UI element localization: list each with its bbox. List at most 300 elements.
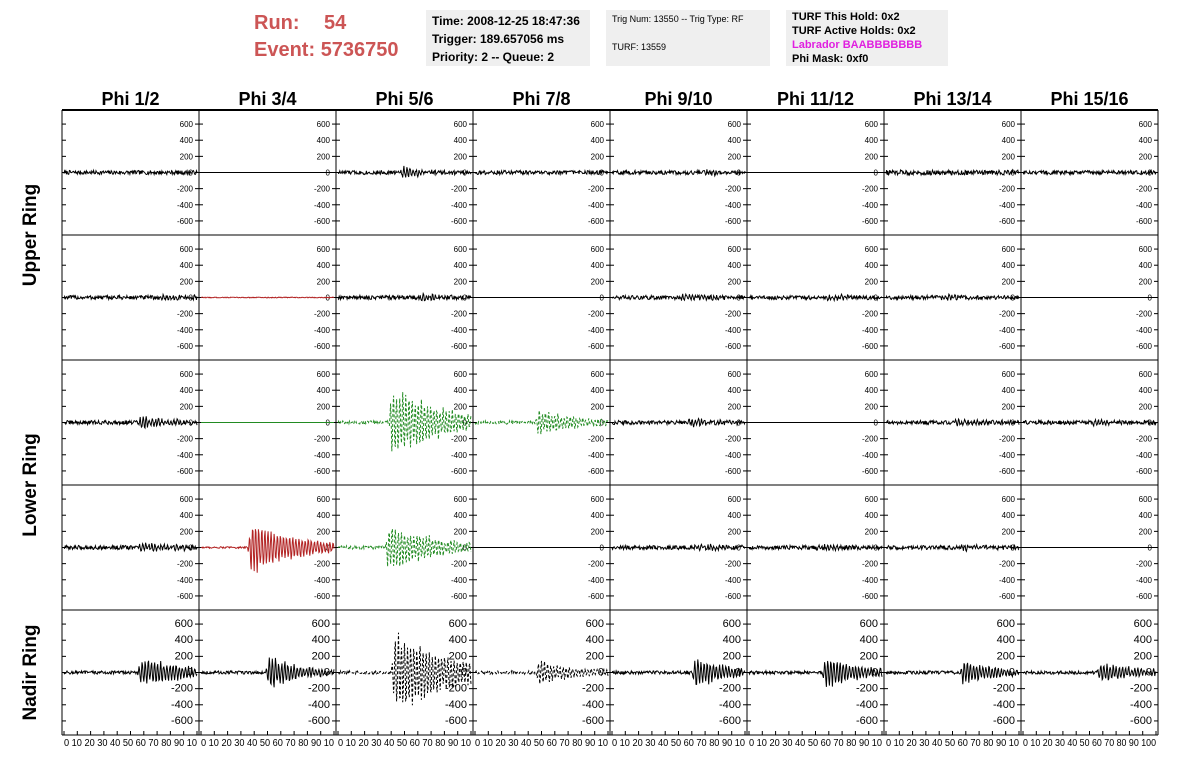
y-tick-label: 400: [1133, 634, 1152, 647]
waveform-trace: [886, 663, 1019, 684]
y-tick-label: 0: [873, 543, 878, 553]
y-tick-label: -600: [724, 216, 741, 226]
waveform-trace: [64, 416, 197, 428]
y-tick-label: -400: [998, 450, 1015, 460]
y-tick-label: 600: [448, 618, 467, 631]
y-tick-label: 0: [1147, 543, 1152, 553]
y-tick-label: -200: [313, 434, 330, 444]
y-tick-label: -600: [313, 591, 330, 601]
y-tick-label: -600: [444, 714, 467, 727]
y-tick-label: 0: [460, 666, 467, 679]
y-tick-label: 400: [727, 386, 741, 396]
y-tick-label: 600: [1001, 120, 1015, 130]
y-tick-label: -400: [176, 450, 193, 460]
y-tick-label: -600: [855, 714, 878, 727]
y-tick-label: -600: [176, 341, 193, 351]
column-header: Phi 9/10: [644, 89, 713, 109]
y-tick-label: 0: [186, 666, 193, 679]
y-tick-label: 200: [179, 402, 193, 412]
y-tick-label: 400: [859, 634, 878, 647]
y-tick-label: -400: [1129, 698, 1152, 711]
y-tick-label: -200: [313, 309, 330, 319]
y-tick-label: 600: [864, 370, 878, 380]
waveform-trace: [1023, 171, 1156, 175]
y-tick-label: -200: [724, 559, 741, 569]
x-axis-labels: 0 10 20 30 40 50 60 70 80 90 100: [1023, 738, 1157, 749]
y-tick-label: 400: [316, 511, 330, 521]
y-tick-label: 0: [1010, 168, 1015, 178]
y-tick-label: 600: [311, 618, 330, 631]
waveform-trace: [1023, 664, 1156, 681]
y-tick-label: -400: [998, 200, 1015, 210]
waveform-trace: [64, 171, 197, 175]
waveform-trace: [612, 294, 745, 301]
y-tick-label: -400: [861, 200, 878, 210]
y-tick-label: -200: [992, 682, 1015, 695]
y-tick-label: 600: [453, 370, 467, 380]
y-tick-label: 400: [453, 511, 467, 521]
y-tick-label: -200: [170, 682, 193, 695]
y-tick-label: -200: [587, 184, 604, 194]
y-tick-label: 600: [179, 120, 193, 130]
y-tick-label: 600: [1001, 370, 1015, 380]
trigger-text: Trigger: 189.657056 ms: [432, 32, 565, 46]
y-tick-label: -600: [861, 216, 878, 226]
y-tick-label: -400: [176, 575, 193, 585]
y-tick-label: -400: [724, 575, 741, 585]
y-tick-label: -600: [587, 591, 604, 601]
y-tick-label: 200: [727, 402, 741, 412]
y-tick-label: -400: [587, 450, 604, 460]
y-tick-label: 600: [316, 370, 330, 380]
y-tick-label: -200: [587, 309, 604, 319]
event-value: 5736750: [320, 39, 399, 61]
y-tick-label: 0: [188, 168, 193, 178]
y-tick-label: -400: [718, 698, 741, 711]
y-tick-label: 400: [590, 261, 604, 271]
y-tick-label: -200: [1129, 682, 1152, 695]
column-header: Phi 5/6: [375, 89, 434, 109]
y-tick-label: 0: [1008, 666, 1015, 679]
y-tick-label: -600: [1135, 591, 1152, 601]
waveform-trace: [475, 410, 608, 434]
y-tick-label: 200: [1001, 402, 1015, 412]
y-tick-label: 400: [174, 634, 193, 647]
y-tick-label: -200: [587, 434, 604, 444]
column-header: Phi 3/4: [238, 89, 297, 109]
y-tick-label: 200: [864, 152, 878, 162]
turf-hold-text: TURF This Hold: 0x2: [792, 11, 900, 23]
y-tick-label: 0: [736, 543, 741, 553]
y-tick-label: 600: [316, 245, 330, 255]
y-tick-label: -200: [450, 184, 467, 194]
waveform-trace: [749, 294, 882, 301]
waveform-trace: [886, 170, 1019, 175]
waveform-trace: [64, 295, 197, 301]
y-tick-label: 600: [174, 618, 193, 631]
y-tick-label: 200: [1133, 650, 1152, 663]
y-tick-label: 600: [585, 618, 604, 631]
y-tick-label: 400: [1138, 136, 1152, 146]
y-tick-label: -600: [176, 591, 193, 601]
y-tick-label: -200: [861, 309, 878, 319]
y-tick-label: 200: [179, 152, 193, 162]
y-tick-label: -400: [450, 200, 467, 210]
y-tick-label: 200: [1001, 277, 1015, 287]
y-tick-label: -400: [450, 325, 467, 335]
y-tick-label: -200: [450, 309, 467, 319]
y-tick-label: -200: [998, 184, 1015, 194]
y-tick-label: 200: [727, 527, 741, 537]
y-tick-label: -400: [313, 325, 330, 335]
y-tick-label: 600: [727, 495, 741, 505]
y-tick-label: -200: [861, 184, 878, 194]
y-tick-label: -400: [450, 450, 467, 460]
y-tick-label: 400: [453, 386, 467, 396]
y-tick-label: 400: [316, 136, 330, 146]
y-tick-label: 200: [311, 650, 330, 663]
y-tick-label: 200: [1001, 527, 1015, 537]
y-tick-label: -400: [1135, 575, 1152, 585]
y-tick-label: 600: [1138, 245, 1152, 255]
y-tick-label: 200: [590, 402, 604, 412]
y-tick-label: 200: [448, 650, 467, 663]
y-tick-label: -200: [861, 559, 878, 569]
y-tick-label: 600: [864, 245, 878, 255]
y-tick-label: 600: [1133, 618, 1152, 631]
turf-active-text: TURF Active Holds: 0x2: [792, 25, 916, 37]
y-tick-label: -200: [1135, 309, 1152, 319]
y-tick-label: 0: [462, 543, 467, 553]
waveform-trace: [64, 543, 197, 552]
y-tick-label: -400: [313, 200, 330, 210]
y-tick-label: 600: [179, 495, 193, 505]
y-tick-label: -200: [998, 309, 1015, 319]
y-tick-label: -600: [1135, 216, 1152, 226]
y-tick-label: 0: [873, 293, 878, 303]
y-tick-label: 600: [1001, 245, 1015, 255]
waveform-trace: [612, 659, 745, 684]
y-tick-label: 600: [316, 495, 330, 505]
y-tick-label: -200: [444, 682, 467, 695]
y-tick-label: -200: [855, 682, 878, 695]
y-tick-label: -200: [581, 682, 604, 695]
y-tick-label: 400: [727, 136, 741, 146]
x-axis-labels: 0 10 20 30 40 50 60 70 80 90 10: [886, 738, 1020, 749]
y-tick-label: 600: [864, 495, 878, 505]
y-tick-label: 200: [174, 650, 193, 663]
y-tick-label: -400: [998, 575, 1015, 585]
y-tick-label: 400: [864, 261, 878, 271]
phi-mask-text: Phi Mask: 0xf0: [792, 53, 869, 65]
y-tick-label: -400: [998, 325, 1015, 335]
y-tick-label: -600: [176, 216, 193, 226]
y-tick-label: -400: [1135, 325, 1152, 335]
y-tick-label: -600: [581, 714, 604, 727]
y-tick-label: 600: [453, 245, 467, 255]
y-tick-label: 200: [590, 277, 604, 287]
y-tick-label: -600: [998, 216, 1015, 226]
y-tick-label: 600: [1138, 370, 1152, 380]
turf-text: TURF: 13559: [612, 42, 667, 52]
y-tick-label: -200: [998, 434, 1015, 444]
run-value: 54: [324, 12, 347, 34]
y-tick-label: -600: [587, 216, 604, 226]
row-label: Upper Ring: [20, 183, 41, 287]
y-tick-label: 200: [727, 152, 741, 162]
y-tick-label: -200: [724, 184, 741, 194]
y-tick-label: 0: [1147, 293, 1152, 303]
y-tick-label: 200: [722, 650, 741, 663]
y-tick-label: -600: [1135, 466, 1152, 476]
y-tick-label: 0: [1010, 418, 1015, 428]
row-label: Lower Ring: [20, 433, 41, 537]
y-tick-label: -600: [861, 591, 878, 601]
x-axis-labels: 0 10 20 30 40 50 60 70 80 90 10: [201, 738, 335, 749]
y-tick-label: -200: [724, 434, 741, 444]
y-tick-label: 200: [864, 402, 878, 412]
y-tick-label: 400: [585, 634, 604, 647]
y-tick-label: -600: [176, 466, 193, 476]
y-tick-label: -400: [176, 325, 193, 335]
y-tick-label: 200: [1138, 152, 1152, 162]
y-tick-label: -200: [998, 559, 1015, 569]
y-tick-label: 400: [311, 634, 330, 647]
x-axis-labels: 0 10 20 30 40 50 60 70 80 90 10: [338, 738, 472, 749]
y-tick-label: -600: [861, 466, 878, 476]
y-tick-label: 600: [179, 370, 193, 380]
y-tick-label: 200: [864, 277, 878, 287]
y-tick-label: -200: [176, 184, 193, 194]
y-tick-label: -400: [1135, 450, 1152, 460]
y-tick-label: -600: [450, 591, 467, 601]
y-tick-label: -200: [1135, 184, 1152, 194]
y-tick-label: 400: [590, 136, 604, 146]
y-tick-label: -600: [587, 341, 604, 351]
y-tick-label: 600: [864, 120, 878, 130]
y-tick-label: -400: [861, 450, 878, 460]
y-tick-label: 200: [996, 650, 1015, 663]
y-tick-label: 600: [1138, 495, 1152, 505]
y-tick-label: -600: [724, 466, 741, 476]
column-header: Phi 13/14: [913, 89, 992, 109]
y-tick-label: 0: [1147, 418, 1152, 428]
waveform-trace: [886, 419, 1019, 426]
y-tick-label: -600: [998, 466, 1015, 476]
waveform-trace: [475, 171, 608, 175]
y-tick-label: 200: [1138, 527, 1152, 537]
y-tick-label: 0: [873, 418, 878, 428]
y-tick-label: -200: [307, 682, 330, 695]
y-tick-label: -400: [861, 575, 878, 585]
run-label: Run:: [254, 12, 300, 34]
waveform-trace: [64, 661, 197, 684]
y-tick-label: 0: [736, 418, 741, 428]
y-tick-label: 0: [1010, 543, 1015, 553]
y-tick-label: -600: [450, 341, 467, 351]
y-tick-label: 400: [864, 386, 878, 396]
y-tick-label: 0: [599, 418, 604, 428]
y-tick-label: 0: [871, 666, 878, 679]
y-tick-label: 0: [734, 666, 741, 679]
column-header: Phi 7/8: [512, 89, 571, 109]
y-tick-label: 400: [1001, 136, 1015, 146]
trig-num-text: Trig Num: 13550 -- Trig Type: RF: [612, 14, 744, 24]
y-tick-label: 0: [599, 293, 604, 303]
y-tick-label: -200: [176, 309, 193, 319]
x-axis-labels: 0 10 20 30 40 50 60 70 80 90 10: [475, 738, 609, 749]
y-tick-label: -200: [176, 559, 193, 569]
y-tick-label: -600: [998, 591, 1015, 601]
row-label: Nadir Ring: [20, 624, 41, 721]
y-tick-label: -600: [998, 341, 1015, 351]
y-tick-label: 400: [727, 261, 741, 271]
y-tick-label: -400: [176, 200, 193, 210]
y-tick-label: 200: [316, 402, 330, 412]
y-tick-label: -200: [450, 434, 467, 444]
y-tick-label: -600: [313, 341, 330, 351]
y-tick-label: 600: [590, 245, 604, 255]
y-tick-label: 200: [179, 527, 193, 537]
y-tick-label: -600: [313, 466, 330, 476]
time-text: Time: 2008-12-25 18:47:36: [432, 14, 580, 28]
y-tick-label: -200: [718, 682, 741, 695]
y-tick-label: -400: [587, 325, 604, 335]
y-tick-label: -600: [587, 466, 604, 476]
y-tick-label: 200: [316, 277, 330, 287]
y-tick-label: 200: [1001, 152, 1015, 162]
y-tick-label: -400: [313, 450, 330, 460]
y-tick-label: 400: [1001, 511, 1015, 521]
y-tick-label: 600: [590, 370, 604, 380]
waveform-trace: [886, 294, 1019, 300]
y-tick-label: -600: [992, 714, 1015, 727]
y-tick-label: 200: [453, 277, 467, 287]
y-tick-label: 600: [727, 370, 741, 380]
y-tick-label: -400: [307, 698, 330, 711]
y-tick-label: -600: [718, 714, 741, 727]
waveform-trace: [338, 294, 471, 301]
y-tick-label: -600: [307, 714, 330, 727]
waveform-trace: [1023, 420, 1156, 427]
y-tick-label: 600: [727, 120, 741, 130]
y-tick-label: -400: [581, 698, 604, 711]
y-tick-label: 400: [864, 511, 878, 521]
y-tick-label: 400: [179, 511, 193, 521]
y-tick-label: 400: [453, 136, 467, 146]
y-tick-label: 400: [727, 511, 741, 521]
column-header: Phi 11/12: [776, 89, 855, 109]
y-tick-label: -200: [313, 184, 330, 194]
y-tick-label: 0: [1145, 666, 1152, 679]
y-tick-label: -400: [450, 575, 467, 585]
y-tick-label: 0: [188, 418, 193, 428]
y-tick-label: 200: [585, 650, 604, 663]
y-tick-label: 200: [453, 402, 467, 412]
x-axis-labels: 0 10 20 30 40 50 60 70 80 90 10: [64, 738, 198, 749]
y-tick-label: 600: [859, 618, 878, 631]
waveform-trace: [749, 544, 882, 550]
y-tick-label: 600: [996, 618, 1015, 631]
y-tick-label: 0: [462, 418, 467, 428]
waveform-trace: [201, 297, 334, 298]
y-tick-label: 600: [590, 120, 604, 130]
y-tick-label: 400: [179, 261, 193, 271]
y-tick-label: 200: [590, 152, 604, 162]
x-axis-labels: 0 10 20 30 40 50 60 70 80 90 10: [749, 738, 883, 749]
y-tick-label: 400: [1001, 386, 1015, 396]
y-tick-label: 600: [722, 618, 741, 631]
y-tick-label: 0: [873, 168, 878, 178]
y-tick-label: -200: [587, 559, 604, 569]
y-tick-label: 400: [179, 386, 193, 396]
y-tick-label: -200: [1135, 434, 1152, 444]
y-tick-label: -400: [724, 200, 741, 210]
waveform-trace: [612, 544, 745, 551]
y-tick-label: -400: [444, 698, 467, 711]
y-tick-label: 600: [1138, 120, 1152, 130]
y-tick-label: 600: [453, 120, 467, 130]
y-tick-label: -400: [1135, 200, 1152, 210]
y-tick-label: 200: [1138, 277, 1152, 287]
y-tick-label: 600: [1001, 495, 1015, 505]
y-tick-label: -200: [176, 434, 193, 444]
y-tick-label: 200: [179, 277, 193, 287]
y-tick-label: -600: [450, 466, 467, 476]
y-tick-label: -400: [313, 575, 330, 585]
column-header: Phi 15/16: [1050, 89, 1129, 109]
y-tick-label: 0: [325, 293, 330, 303]
y-tick-label: 0: [599, 543, 604, 553]
y-tick-label: 600: [316, 120, 330, 130]
y-tick-label: 200: [859, 650, 878, 663]
y-tick-label: 0: [599, 168, 604, 178]
waveform-trace: [886, 545, 1019, 552]
waveform-trace: [475, 661, 608, 684]
y-tick-label: -600: [724, 591, 741, 601]
y-tick-label: -200: [724, 309, 741, 319]
y-tick-label: 0: [736, 168, 741, 178]
y-tick-label: 0: [188, 543, 193, 553]
y-tick-label: -400: [861, 325, 878, 335]
y-tick-label: -200: [1135, 559, 1152, 569]
y-tick-label: 0: [325, 168, 330, 178]
y-tick-label: 0: [325, 543, 330, 553]
y-tick-label: 0: [1147, 168, 1152, 178]
y-tick-label: -600: [724, 341, 741, 351]
y-tick-label: 200: [590, 527, 604, 537]
y-tick-label: -400: [724, 325, 741, 335]
y-tick-label: 0: [323, 666, 330, 679]
y-tick-label: -400: [170, 698, 193, 711]
y-tick-label: 0: [1010, 293, 1015, 303]
y-tick-label: 600: [453, 495, 467, 505]
y-tick-label: 400: [1138, 511, 1152, 521]
x-axis-labels: 0 10 20 30 40 50 60 70 80 90 10: [612, 738, 746, 749]
y-tick-label: -200: [313, 559, 330, 569]
y-tick-label: 0: [462, 293, 467, 303]
y-tick-label: -600: [170, 714, 193, 727]
y-tick-label: 200: [864, 527, 878, 537]
y-tick-label: -600: [313, 216, 330, 226]
y-tick-label: 0: [188, 293, 193, 303]
y-tick-label: 400: [1001, 261, 1015, 271]
waveform-trace: [612, 169, 745, 176]
y-tick-label: 200: [316, 527, 330, 537]
y-tick-label: 400: [590, 386, 604, 396]
y-tick-label: 600: [179, 245, 193, 255]
y-tick-label: 400: [179, 136, 193, 146]
